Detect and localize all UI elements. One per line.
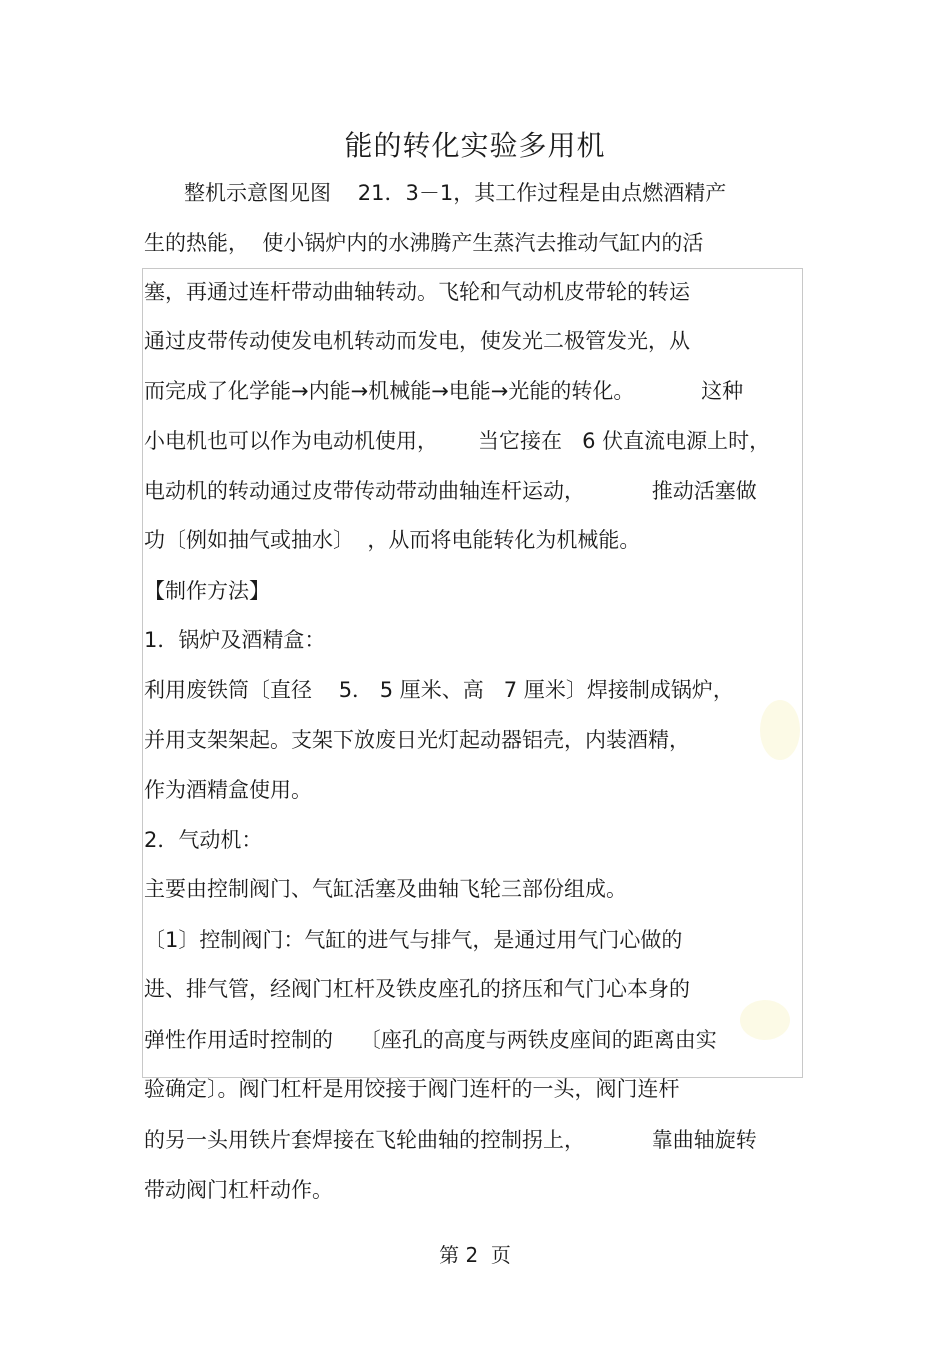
subsection-heading: 2．气动机： xyxy=(144,828,263,852)
text-line: 带动阀门杠杆动作。 xyxy=(144,1178,333,1202)
text-line: 通过皮带传动使发电机转动而发电，使发光二极管发光，从 xyxy=(144,329,690,353)
text-line: 进、排气管，经阀门杠杆及铁皮座孔的挤压和气门心本身的 xyxy=(144,977,690,1001)
text-line: 作为酒精盒使用。 xyxy=(144,778,312,802)
section-heading: 【制作方法】 xyxy=(144,579,270,603)
text-line: 小电机也可以作为电动机使用， 当它接在 6 伏直流电源上时， xyxy=(144,429,771,453)
text-line: 功〔例如抽气或抽水〕 ，从而将电能转化为机械能。 xyxy=(144,528,641,552)
text-line: 利用废铁筒〔直径 5． 5 厘米、高 7 厘米〕焊接制成锅炉， xyxy=(144,678,734,702)
text-line: 生的热能， 使小锅炉内的水沸腾产生蒸汽去推动气缸内的活 xyxy=(144,231,704,255)
text-line: 电动机的转动通过皮带传动带动曲轴连杆运动， 推动活塞做 xyxy=(144,479,757,503)
page-number: 第 2 页 xyxy=(439,1243,511,1267)
text-line: 而完成了化学能→内能→机械能→电能→光能的转化。 这种 xyxy=(144,379,744,403)
text-line: 并用支架架起。支架下放废日光灯起动器铝壳，内装酒精， xyxy=(144,728,690,752)
text-line: 主要由控制阀门、气缸活塞及曲轴飞轮三部份组成。 xyxy=(144,877,627,901)
text-line: 弹性作用适时控制的 〔座孔的高度与两铁皮座间的距离由实 xyxy=(144,1028,717,1052)
paper-smudge xyxy=(760,700,800,760)
subsection-heading: 1．锅炉及酒精盒： xyxy=(144,628,326,652)
text-line: 〔1〕控制阀门：气缸的进气与排气，是通过用气门心做的 xyxy=(144,928,683,952)
text-line: 整机示意图见图 21．3－1，其工作过程是由点燃酒精产 xyxy=(144,181,727,205)
text-line: 验确定〕。阀门杠杆是用饺接于阀门连杆的一头，阀门连杆 xyxy=(144,1077,680,1101)
text-line: 塞，再通过连杆带动曲轴转动。飞轮和气动机皮带轮的转运 xyxy=(144,280,690,304)
text-line: 的另一头用铁片套焊接在飞轮曲轴的控制拐上， 靠曲轴旋转 xyxy=(144,1128,757,1152)
document-title: 能的转化实验多用机 xyxy=(344,129,606,162)
paper-smudge xyxy=(740,1000,790,1040)
